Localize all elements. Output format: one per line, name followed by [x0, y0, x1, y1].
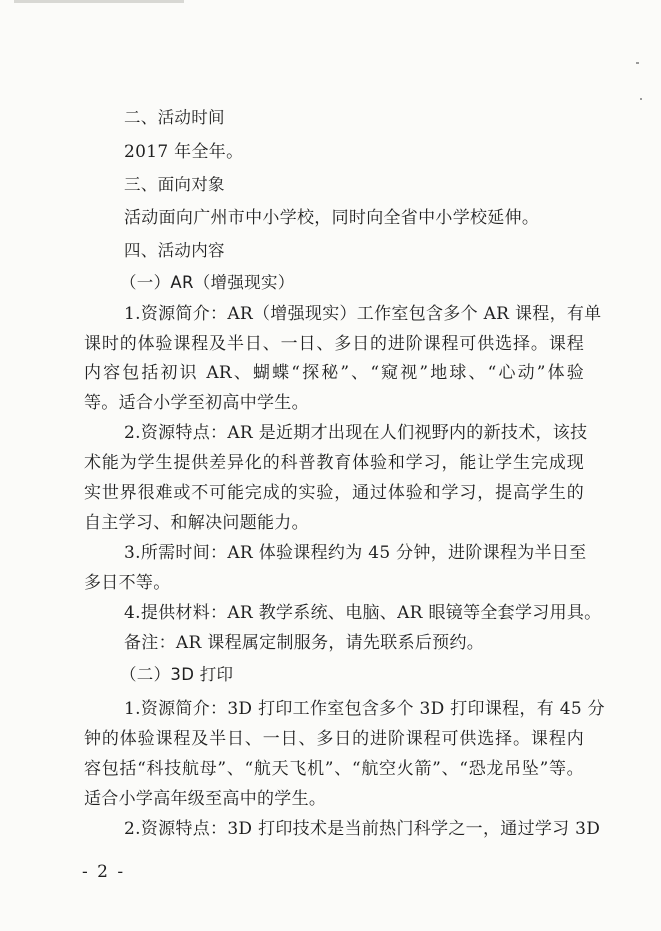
heading-target-audience: 三、面向对象: [124, 175, 225, 194]
printing-intro-line: 适合小学高年级至高中的学生。: [84, 789, 327, 809]
ar-intro-line: 内容包括初识 AR、蝴蝶“探秘”、“窥视”地球、“心动”体验: [84, 363, 584, 383]
ar-features-line: 自主学习、和解决问题能力。: [84, 513, 309, 533]
ar-features-line: 2.资源特点：AR 是近期才出现在人们视野内的新技术，该技: [124, 423, 588, 443]
scan-top-edge: [14, 0, 184, 3]
ar-intro-line: 1.资源简介：AR（增强现实）工作室包含多个 AR 课程，有单: [124, 304, 602, 324]
ar-intro-line: 课时的体验课程及半日、一日、多日的进阶课程可供选择。课程: [84, 334, 584, 354]
ar-note: 备注：AR 课程属定制服务，请先联系后预约。: [124, 633, 485, 653]
ar-materials: 4.提供材料：AR 教学系统、电脑、AR 眼镜等全套学习用具。: [124, 603, 602, 623]
ar-intro-line: 等。适合小学至初高中学生。: [84, 393, 309, 413]
printing-intro-line: 容包括“科技航母”、“航天飞机”、“航空火箭”、“恐龙吊坠”等。: [84, 759, 584, 779]
page-number: - 2 -: [82, 862, 126, 882]
subheading-ar: （一）AR（增强现实）: [120, 273, 295, 292]
subheading-3d-printing: （二）3D 打印: [120, 665, 234, 684]
printing-intro-line: 钟的体验课程及半日、一日、多日的进阶课程可供选择。课程内: [84, 729, 584, 749]
scan-speck: [636, 62, 639, 64]
ar-time-line: 多日不等。: [84, 573, 171, 593]
heading-activity-time: 二、活动时间: [124, 108, 225, 127]
ar-time-line: 3.所需时间：AR 体验课程约为 45 分钟，进阶课程为半日至: [124, 543, 587, 563]
printing-intro-line: 1.资源简介：3D 打印工作室包含多个 3D 打印课程，有 45 分: [124, 699, 605, 719]
activity-time-text: 2017 年全年。: [124, 142, 244, 162]
ar-features-line: 实世界很难或不可能完成的实验，通过体验和学习，提高学生的: [84, 483, 584, 503]
scan-speck: [640, 98, 642, 100]
ar-features-line: 术能为学生提供差异化的科普教育体验和学习，能让学生完成现: [84, 453, 584, 473]
printing-features-line: 2.资源特点：3D 打印技术是当前热门科学之一，通过学习 3D: [124, 819, 601, 839]
heading-activity-content: 四、活动内容: [124, 241, 225, 260]
target-audience-text: 活动面向广州市中小学校，同时向全省中小学校延伸。: [124, 208, 540, 228]
